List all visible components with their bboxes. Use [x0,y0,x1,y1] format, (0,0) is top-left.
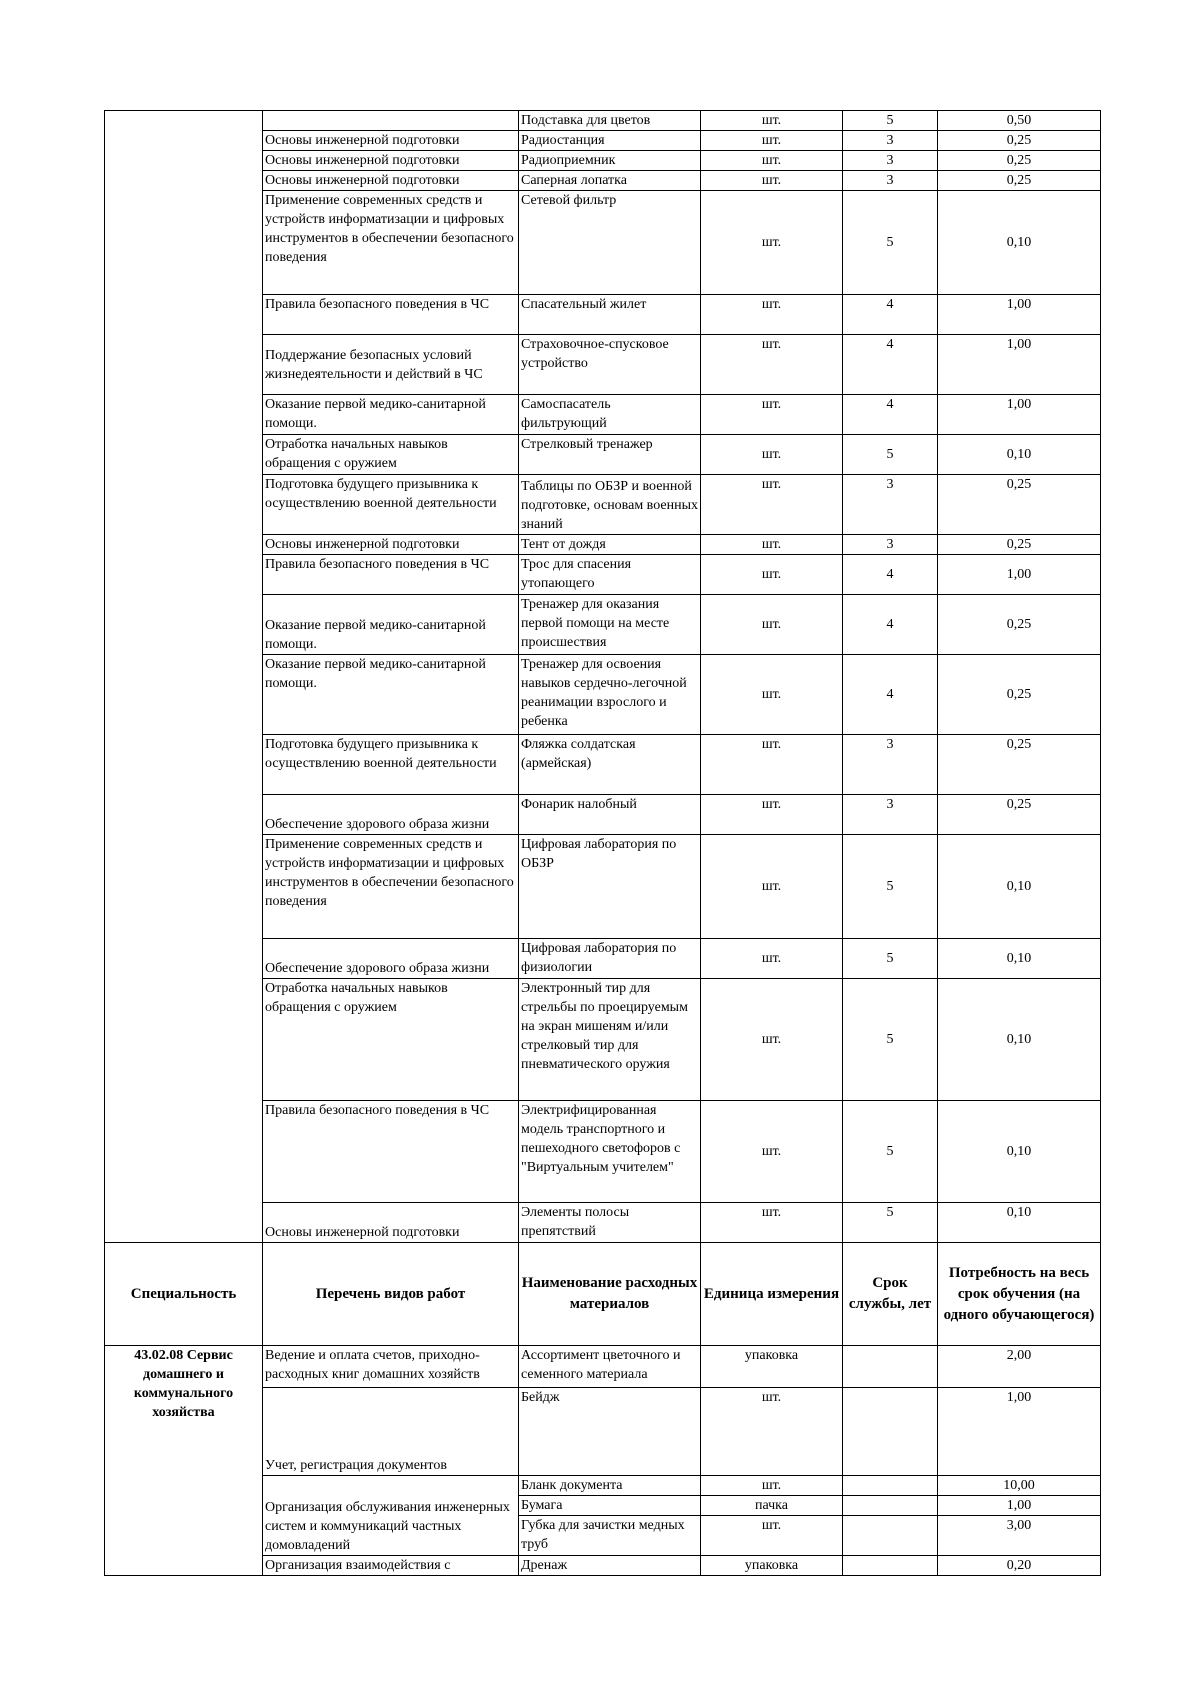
unit-cell: шт. [701,1476,843,1496]
service-life-cell: 3 [843,475,938,535]
service-life-cell: 5 [843,191,938,295]
unit-cell: шт. [701,1203,843,1243]
unit-cell: шт. [701,535,843,555]
header-unit: Единица измерения [701,1243,843,1346]
material-name-cell: Дренаж [519,1556,701,1576]
unit-cell: шт. [701,735,843,795]
material-name-cell: Бланк документа [519,1476,701,1496]
material-name-cell: Фонарик налобный [519,795,701,835]
unit-cell: шт. [701,1516,843,1556]
work-type-cell: Применение современных средств и устройств информатизации и цифровых инструментов в обеспечении безопасного поведения [263,191,519,295]
need-cell: 0,25 [938,795,1101,835]
need-cell: 0,25 [938,475,1101,535]
material-name-cell: Тренажер для оказания первой помощи на месте происшествия [519,595,701,655]
work-type-cell: Организация взаимодействия с [263,1556,519,1576]
material-name-cell: Цифровая лаборатория по ОБЗР [519,835,701,939]
header-need: Потребность на весь срок обучения (на одного обучающегося) [938,1243,1101,1346]
need-cell: 0,25 [938,595,1101,655]
service-life-cell: 4 [843,395,938,435]
service-life-cell: 3 [843,131,938,151]
service-life-cell: 4 [843,295,938,335]
service-life-cell: 5 [843,111,938,131]
need-cell: 0,10 [938,435,1101,475]
need-cell: 10,00 [938,1476,1101,1496]
work-type-cell: Оказание первой медико-санитарной помощи. [263,655,519,735]
unit-cell: шт. [701,191,843,295]
document-page [104,110,1100,1576]
specialty-code-cell: 43.02.08 Сервис домашнего и коммунального хозяйства [105,1346,263,1576]
work-type-cell: Отработка начальных навыков обращения с оружием [263,979,519,1101]
unit-cell: шт. [701,655,843,735]
need-cell: 0,10 [938,979,1101,1101]
service-life-cell: 3 [843,535,938,555]
table-row [105,111,1101,131]
material-name-cell: Фляжка солдатская (армейская) [519,735,701,795]
unit-cell: шт. [701,131,843,151]
specialty-cell-empty [105,111,263,1243]
material-name-cell: Губка для зачистки медных труб [519,1516,701,1556]
service-life-cell: 3 [843,735,938,795]
work-type-cell: Правила безопасного поведения в ЧС [263,1101,519,1203]
material-name-cell: Электронный тир для стрельбы по проецируемым на экран мишеням и/или стрелковый тир для пневматического оружия [519,979,701,1101]
unit-cell: шт. [701,111,843,131]
table-header-row [105,1243,1101,1346]
work-type-cell: Оказание первой медико-санитарной помощи. [263,395,519,435]
work-type-cell: Отработка начальных навыков обращения с оружием [263,435,519,475]
table-row [105,1346,1101,1388]
service-life-cell [843,1556,938,1576]
unit-cell: шт. [701,1101,843,1203]
work-type-cell: Основы инженерной подготовки [263,151,519,171]
work-type-cell: Основы инженерной подготовки [263,131,519,151]
service-life-cell: 5 [843,1203,938,1243]
service-life-cell: 4 [843,555,938,595]
work-type-cell: Ведение и оплата счетов, приходно-расходных книг домашних хозяйств [263,1346,519,1388]
work-type-cell: Правила безопасного поведения в ЧС [263,555,519,595]
unit-cell: шт. [701,795,843,835]
unit-cell: шт. [701,295,843,335]
need-cell: 0,25 [938,131,1101,151]
material-name-cell: Таблицы по ОБЗР и военной подготовке, основам военных знаний [519,475,701,535]
need-cell: 0,25 [938,655,1101,735]
need-cell: 2,00 [938,1346,1101,1388]
service-life-cell: 4 [843,335,938,395]
header-material: Наименование расходных материалов [519,1243,701,1346]
work-type-cell: Подготовка будущего призывника к осуществлению военной деятельности [263,475,519,535]
work-type-cell: Организация обслуживания инженерных систем и коммуникаций частных домовладений [263,1476,519,1556]
work-type-cell: Обеспечение здорового образа жизни [263,939,519,979]
need-cell: 1,00 [938,1496,1101,1516]
need-cell: 0,25 [938,535,1101,555]
service-life-cell [843,1476,938,1496]
material-name-cell: Бумага [519,1496,701,1516]
material-name-cell: Цифровая лаборатория по физиологии [519,939,701,979]
unit-cell: шт. [701,395,843,435]
header-works: Перечень видов работ [263,1243,519,1346]
material-name-cell: Трос для спасения утопающего [519,555,701,595]
need-cell: 0,50 [938,111,1101,131]
service-life-cell: 5 [843,939,938,979]
service-life-cell: 4 [843,595,938,655]
service-life-cell [843,1388,938,1476]
material-name-cell: Подставка для цветов [519,111,701,131]
need-cell: 0,25 [938,171,1101,191]
service-life-cell: 3 [843,795,938,835]
need-cell: 0,25 [938,735,1101,795]
material-name-cell: Ассортимент цветочного и семенного материала [519,1346,701,1388]
material-name-cell: Стрелковый тренажер [519,435,701,475]
work-type-cell [263,111,519,131]
material-name-cell: Саперная лопатка [519,171,701,191]
material-name-cell: Радиостанция [519,131,701,151]
need-cell: 0,10 [938,1101,1101,1203]
unit-cell: шт. [701,595,843,655]
unit-cell: упаковка [701,1556,843,1576]
unit-cell: пачка [701,1496,843,1516]
material-name-cell: Электрифицированная модель транспортного и пешеходного светофоров с "Виртуальным учителем" [519,1101,701,1203]
unit-cell: шт. [701,171,843,191]
need-cell: 1,00 [938,335,1101,395]
service-life-cell: 3 [843,151,938,171]
unit-cell: шт. [701,555,843,595]
work-type-cell: Учет, регистрация документов [263,1388,519,1476]
unit-cell: шт. [701,475,843,535]
work-type-cell: Поддержание безопасных условий жизнедеятельности и действий в ЧС [263,335,519,395]
need-cell: 0,10 [938,835,1101,939]
material-name-cell: Самоспасатель фильтрующий [519,395,701,435]
material-name-cell: Сетевой фильтр [519,191,701,295]
need-cell: 3,00 [938,1516,1101,1556]
work-type-cell: Основы инженерной подготовки [263,171,519,191]
work-type-cell: Применение современных средств и устройств информатизации и цифровых инструментов в обеспечении безопасного поведения [263,835,519,939]
unit-cell: шт. [701,835,843,939]
material-name-cell: Спасательный жилет [519,295,701,335]
need-cell: 0,20 [938,1556,1101,1576]
material-name-cell: Страховочное-спусковое устройство [519,335,701,395]
service-life-cell: 5 [843,835,938,939]
unit-cell: шт. [701,939,843,979]
material-name-cell: Бейдж [519,1388,701,1476]
material-name-cell: Тренажер для освоения навыков сердечно-легочной реанимации взрослого и ребенка [519,655,701,735]
need-cell: 0,10 [938,939,1101,979]
need-cell: 0,10 [938,191,1101,295]
material-name-cell: Элементы полосы препятствий [519,1203,701,1243]
service-life-cell: 4 [843,655,938,735]
material-name-cell: Радиоприемник [519,151,701,171]
need-cell: 1,00 [938,395,1101,435]
unit-cell: шт. [701,435,843,475]
service-life-cell: 5 [843,979,938,1101]
unit-cell: шт. [701,151,843,171]
work-type-cell: Основы инженерной подготовки [263,1203,519,1243]
need-cell: 1,00 [938,555,1101,595]
work-type-cell: Оказание первой медико-санитарной помощи. [263,595,519,655]
work-type-cell: Подготовка будущего призывника к осуществлению военной деятельности [263,735,519,795]
material-name-cell: Тент от дождя [519,535,701,555]
unit-cell: шт. [701,979,843,1101]
header-life: Срок службы, лет [843,1243,938,1346]
service-life-cell [843,1516,938,1556]
work-type-cell: Обеспечение здорового образа жизни [263,795,519,835]
unit-cell: шт. [701,335,843,395]
need-cell: 0,10 [938,1203,1101,1243]
unit-cell: упаковка [701,1346,843,1388]
service-life-cell: 5 [843,1101,938,1203]
service-life-cell: 5 [843,435,938,475]
need-cell: 1,00 [938,295,1101,335]
service-life-cell: 3 [843,171,938,191]
need-cell: 0,25 [938,151,1101,171]
service-life-cell [843,1346,938,1388]
unit-cell: шт. [701,1388,843,1476]
work-type-cell: Основы инженерной подготовки [263,535,519,555]
materials-table [104,110,1101,1576]
service-life-cell [843,1496,938,1516]
need-cell: 1,00 [938,1388,1101,1476]
work-type-cell: Правила безопасного поведения в ЧС [263,295,519,335]
header-specialty: Специальность [105,1243,263,1346]
